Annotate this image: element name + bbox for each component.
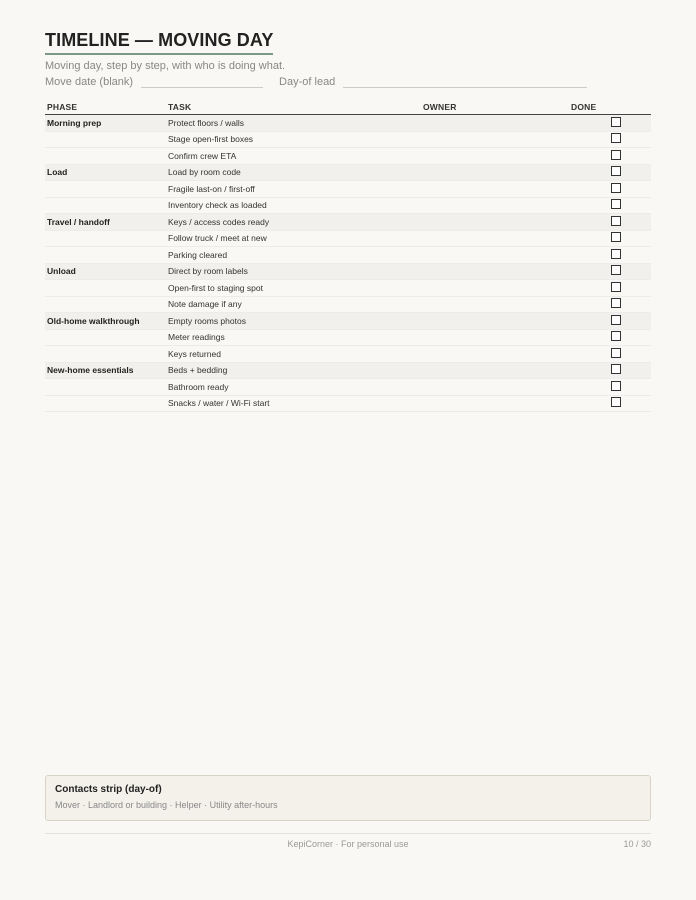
- phase-cell: [45, 329, 166, 346]
- column-header-task: TASK: [166, 102, 421, 115]
- done-cell: [571, 164, 651, 181]
- phase-cell: [45, 379, 166, 396]
- done-cell: [571, 214, 651, 231]
- owner-cell[interactable]: [421, 148, 571, 165]
- table-body: [45, 115, 651, 412]
- phase-cell: [45, 197, 166, 214]
- timeline-table: [45, 102, 651, 412]
- phase-cell: Load: [45, 164, 166, 181]
- done-cell: [571, 197, 651, 214]
- task-cell: Protect floors / walls: [166, 115, 421, 132]
- done-cell: [571, 362, 651, 379]
- phase-cell: Unload: [45, 263, 166, 280]
- done-checkbox[interactable]: [611, 249, 621, 259]
- owner-cell[interactable]: [421, 313, 571, 330]
- done-cell: [571, 296, 651, 313]
- page-subtitle: Moving day, step by step, with who is doing what.: [45, 60, 286, 72]
- table-row: [45, 214, 651, 231]
- table-row: [45, 247, 651, 264]
- footer-brand: KepiCorner · For personal use: [287, 839, 409, 849]
- table-header-row: [45, 102, 651, 115]
- phase-cell: New-home essentials: [45, 362, 166, 379]
- done-checkbox[interactable]: [611, 397, 621, 407]
- done-cell: [571, 230, 651, 247]
- table-row: [45, 164, 651, 181]
- task-cell: Open-first to staging spot: [166, 280, 421, 297]
- owner-cell[interactable]: [421, 329, 571, 346]
- done-cell: [571, 313, 651, 330]
- done-cell: [571, 263, 651, 280]
- done-checkbox[interactable]: [611, 133, 621, 143]
- owner-cell[interactable]: [421, 263, 571, 280]
- footer-divider: [45, 833, 651, 834]
- phase-cell: [45, 131, 166, 148]
- done-cell: [571, 247, 651, 264]
- table-row: [45, 296, 651, 313]
- done-checkbox[interactable]: [611, 381, 621, 391]
- done-checkbox[interactable]: [611, 282, 621, 292]
- table-row: [45, 115, 651, 132]
- done-checkbox[interactable]: [611, 265, 621, 275]
- owner-cell[interactable]: [421, 296, 571, 313]
- task-cell: Confirm crew ETA: [166, 148, 421, 165]
- table-row: [45, 280, 651, 297]
- done-cell: [571, 115, 651, 132]
- task-cell: Direct by room labels: [166, 263, 421, 280]
- phase-cell: [45, 296, 166, 313]
- column-header-owner: OWNER: [421, 102, 571, 115]
- done-cell: [571, 131, 651, 148]
- table-row: [45, 131, 651, 148]
- column-header-phase: PHASE: [45, 102, 166, 115]
- task-cell: Fragile last-on / first-off: [166, 181, 421, 198]
- phase-cell: Travel / handoff: [45, 214, 166, 231]
- done-checkbox[interactable]: [611, 166, 621, 176]
- phase-cell: [45, 346, 166, 363]
- phase-cell: Old-home walkthrough: [45, 313, 166, 330]
- contacts-list: Mover · Landlord or building · Helper · Utility after-hours: [55, 800, 278, 810]
- owner-cell[interactable]: [421, 230, 571, 247]
- move-date-label: Move date (blank): [45, 76, 134, 88]
- task-cell: Keys returned: [166, 346, 421, 363]
- done-cell: [571, 280, 651, 297]
- done-cell: [571, 329, 651, 346]
- owner-cell[interactable]: [421, 197, 571, 214]
- table-row: [45, 230, 651, 247]
- move-date-field[interactable]: [141, 78, 263, 88]
- task-cell: Empty rooms photos: [166, 313, 421, 330]
- phase-cell: [45, 148, 166, 165]
- owner-cell[interactable]: [421, 131, 571, 148]
- table-row: [45, 379, 651, 396]
- task-cell: Meter readings: [166, 329, 421, 346]
- done-checkbox[interactable]: [611, 364, 621, 374]
- done-checkbox[interactable]: [611, 150, 621, 160]
- owner-cell[interactable]: [421, 395, 571, 412]
- page-number: 10 / 30: [623, 839, 651, 849]
- owner-cell[interactable]: [421, 362, 571, 379]
- lead-label: Day-of lead: [279, 76, 336, 88]
- done-cell: [571, 181, 651, 198]
- phase-cell: Morning prep: [45, 115, 166, 132]
- table-row: [45, 329, 651, 346]
- table-row: [45, 148, 651, 165]
- owner-cell[interactable]: [421, 214, 571, 231]
- column-header-done: DONE: [571, 102, 651, 115]
- owner-cell[interactable]: [421, 379, 571, 396]
- task-cell: Inventory check as loaded: [166, 197, 421, 214]
- done-cell: [571, 379, 651, 396]
- done-checkbox[interactable]: [611, 183, 621, 193]
- table-row: [45, 181, 651, 198]
- task-cell: Note damage if any: [166, 296, 421, 313]
- owner-cell[interactable]: [421, 181, 571, 198]
- owner-cell[interactable]: [421, 115, 571, 132]
- task-cell: Keys / access codes ready: [166, 214, 421, 231]
- done-checkbox[interactable]: [611, 315, 621, 325]
- phase-cell: [45, 395, 166, 412]
- done-checkbox[interactable]: [611, 331, 621, 341]
- task-cell: Follow truck / meet at new: [166, 230, 421, 247]
- done-cell: [571, 395, 651, 412]
- phase-cell: [45, 247, 166, 264]
- done-checkbox[interactable]: [611, 199, 621, 209]
- lead-field[interactable]: [343, 78, 587, 88]
- phase-cell: [45, 280, 166, 297]
- table-row: [45, 313, 651, 330]
- owner-cell[interactable]: [421, 247, 571, 264]
- phase-cell: [45, 230, 166, 247]
- owner-cell[interactable]: [421, 280, 571, 297]
- done-checkbox[interactable]: [611, 117, 621, 127]
- owner-cell[interactable]: [421, 346, 571, 363]
- task-cell: Beds + bedding: [166, 362, 421, 379]
- done-checkbox[interactable]: [611, 216, 621, 226]
- table-row: [45, 346, 651, 363]
- phase-cell: [45, 181, 166, 198]
- owner-cell[interactable]: [421, 164, 571, 181]
- done-checkbox[interactable]: [611, 232, 621, 242]
- table-row: [45, 395, 651, 412]
- task-cell: Snacks / water / Wi-Fi start: [166, 395, 421, 412]
- task-cell: Stage open-first boxes: [166, 131, 421, 148]
- done-checkbox[interactable]: [611, 298, 621, 308]
- task-cell: Load by room code: [166, 164, 421, 181]
- header-fields: [45, 76, 651, 88]
- table-row: [45, 263, 651, 280]
- done-checkbox[interactable]: [611, 348, 621, 358]
- page: [45, 30, 651, 412]
- task-cell: Bathroom ready: [166, 379, 421, 396]
- contacts-strip: [45, 775, 651, 821]
- page-title: TIMELINE — MOVING DAY: [45, 30, 273, 55]
- contacts-title: Contacts strip (day-of): [55, 784, 162, 795]
- done-cell: [571, 148, 651, 165]
- table-row: [45, 197, 651, 214]
- table-row: [45, 362, 651, 379]
- task-cell: Parking cleared: [166, 247, 421, 264]
- done-cell: [571, 346, 651, 363]
